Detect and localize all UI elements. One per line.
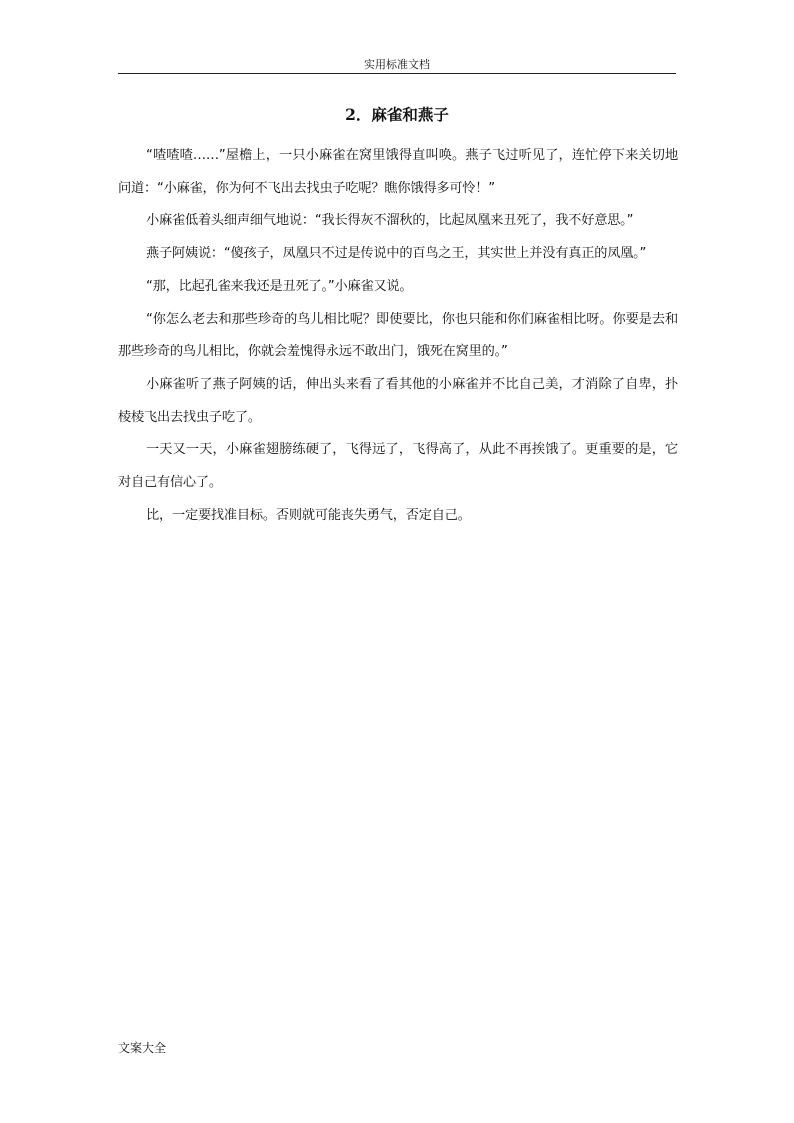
paragraph: “你怎么老去和那些珍奇的鸟儿相比呢？即使要比，你也只能和你们麻雀相比呀。你要是去和那些珍奇的鸟儿相比，你就会羞愧得永远不敢出门，饿死在窝里的。”: [118, 311, 678, 360]
paragraph: “喳喳喳……”屋檐上，一只小麻雀在窝里饿得直叫唤。燕子飞过听见了，连忙停下来关切地问道：“小麻雀，你为何不飞出去找虫子吃呢？瞧你饿得多可怜！”: [118, 148, 678, 196]
paragraph: 小麻雀低着头细声细气地说：“我长得灰不溜秋的，比起凤凰来丑死了，我不好意思。”: [146, 213, 634, 229]
story-body: [118, 140, 678, 532]
paragraph: 一天又一天，小麻雀翅膀练硬了，飞得远了，飞得高了，从此不再挨饿了。更重要的是，它对自己有信心了。: [118, 442, 678, 491]
paragraph: 燕子阿姨说：“傻孩子，凤凰只不过是传说中的百鸟之王，其实世上并没有真正的凤凰。”: [146, 246, 647, 262]
paragraph: “那，比起孔雀来我还是丑死了。”小麻雀又说。: [146, 278, 413, 294]
page-header: 实用标准文档: [364, 58, 430, 71]
paragraph: 比，一定要找准目标。否则就可能丧失勇气，否定自己。: [146, 507, 471, 523]
header-divider: [118, 73, 676, 74]
story-title: 2．麻雀和燕子: [345, 105, 449, 124]
page-footer: 文案大全: [118, 1041, 167, 1055]
paragraph: 小麻雀听了燕子阿姨的话，伸出头来看了看其他的小麻雀并不比自己美，才消除了自卑，扑棱棱飞出去找虫子吃了。: [118, 376, 678, 425]
